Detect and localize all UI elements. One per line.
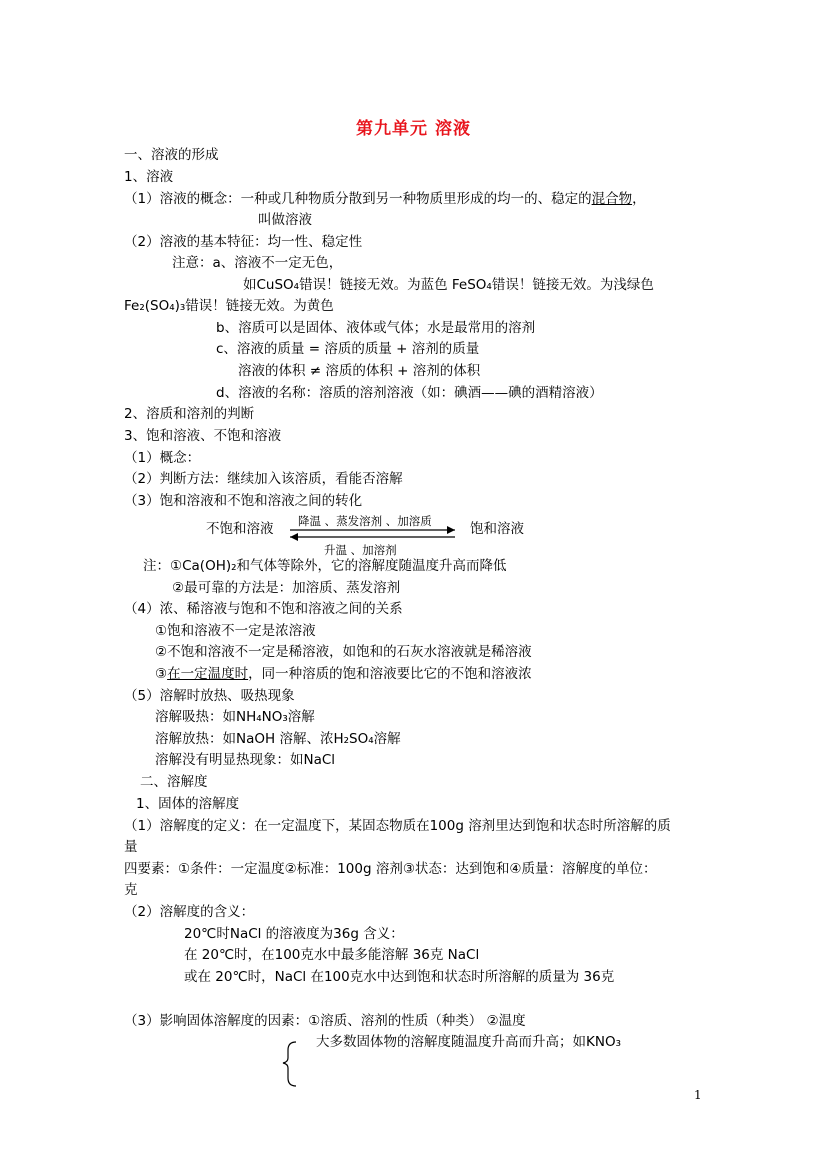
page-number: 1 (694, 1088, 702, 1102)
text-line: （2）判断方法：继续加入该溶质，看能否溶解 (124, 471, 403, 487)
text-line: 溶解吸热：如NH₄NO₃溶解 (155, 709, 315, 725)
text-line: （1）溶解度的定义：在一定温度下，某固态物质在100g 溶剂里达到饱和状态时所溶解的质 (124, 818, 671, 834)
text-span: （1）溶液的概念：一种或几种物质分散到另一种物质里形成的均一的、稳定的 (124, 191, 592, 207)
diagram-right-label: 饱和溶液 (470, 521, 524, 537)
underlined-term: 混合物 (591, 191, 633, 207)
subsection-heading: 1、溶液 (124, 169, 174, 185)
text-line: 克 (124, 882, 138, 898)
text-span: ③ (155, 666, 168, 682)
subsection-heading: 2、溶质和溶剂的判断 (124, 406, 255, 422)
note-line: 注：①Ca(OH)₂和气体等除外，它的溶解度随温度升高而降低 (143, 558, 507, 574)
text-line: d、溶液的名称：溶质的溶剂溶液（如：碘酒——碘的酒精溶液） (216, 385, 603, 401)
diagram-top-label: 降温 、蒸发溶剂 、加溶质 (298, 514, 432, 528)
text-span: ， (632, 191, 646, 207)
left-brace-icon (283, 1042, 296, 1086)
text-line: 量 (124, 839, 138, 855)
text-line: （1）概念： (124, 450, 201, 466)
text-line: b、溶质可以是固体、液体或气体；水是最常用的溶剂 (216, 320, 536, 336)
arrow-head-right-icon (447, 526, 455, 534)
page-title: 第九单元 溶液 (356, 119, 471, 139)
section-heading: 一、溶液的形成 (124, 147, 219, 163)
text-line: 叫做溶液 (258, 212, 312, 228)
text-line: 如CuSO₄错误！链接无效。为蓝色 FeSO₄错误！链接无效。为浅绿色 (243, 277, 654, 293)
text-line: 溶解放热：如NaOH 溶解、浓H₂SO₄溶解 (155, 731, 401, 747)
text-line: 大多数固体物的溶解度随温度升高而升高；如KNO₃ (316, 1034, 621, 1050)
arrow-head-left-icon (290, 533, 298, 541)
text-line: 注意：a、溶液不一定无色， (172, 255, 343, 271)
text-line: ①饱和溶液不一定是浓溶液 (155, 623, 316, 639)
text-line: 溶解没有明显热现象：如NaCl (155, 752, 336, 768)
text-line: （3）饱和溶液和不饱和溶液之间的转化 (124, 493, 363, 509)
text-line: ②不饱和溶液不一定是稀溶液，如饱和的石灰水溶液就是稀溶液 (155, 644, 532, 660)
subsection-heading: 1、固体的溶解度 (136, 796, 240, 812)
text-line: （5）溶解时放热、吸热现象 (124, 688, 295, 704)
text-line: 20℃时NaCl 的溶液度为36g 含义： (184, 926, 404, 942)
text-line: （2）溶液的基本特征：均一性、稳定性 (124, 234, 363, 250)
text-span: ，同一种溶质的饱和溶液要比它的不饱和溶液浓 (248, 666, 532, 682)
text-line: 或在 20℃时，NaCl 在100克水中达到饱和状态时所溶解的质量为 36克 (184, 969, 615, 985)
text-line: 四要素：①条件：一定温度②标准：100g 溶剂③状态：达到饱和④质量：溶解度的单位： (124, 861, 657, 877)
text-line: （3）影响固体溶解度的因素：①溶质、溶剂的性质（种类） ②温度 (124, 1013, 526, 1029)
text-line: Fe₂(SO₄)₃错误！链接无效。为黄色 (124, 298, 334, 314)
diagram-left-label: 不饱和溶液 (206, 521, 274, 537)
underlined-term: 在一定温度时 (167, 666, 249, 682)
text-line: （2）溶解度的含义： (124, 904, 255, 920)
text-line: 溶液的体积 ≠ 溶质的体积 + 溶剂的体积 (238, 363, 481, 379)
text-line: 在 20℃时，在100克水中最多能溶解 36克 NaCl (184, 947, 480, 963)
note-line: ②最可靠的方法是：加溶质、蒸发溶剂 (172, 580, 401, 596)
diagram-bottom-label: 升温 、加溶剂 (324, 543, 397, 557)
subsection-heading: 3、饱和溶液、不饱和溶液 (124, 428, 282, 444)
section-heading: 二、溶解度 (140, 774, 208, 790)
text-line (155, 665, 532, 683)
text-line: （4）浓、稀溶液与饱和不饱和溶液之间的关系 (124, 601, 403, 617)
text-line: c、溶液的质量 = 溶质的质量 + 溶剂的质量 (216, 341, 480, 357)
